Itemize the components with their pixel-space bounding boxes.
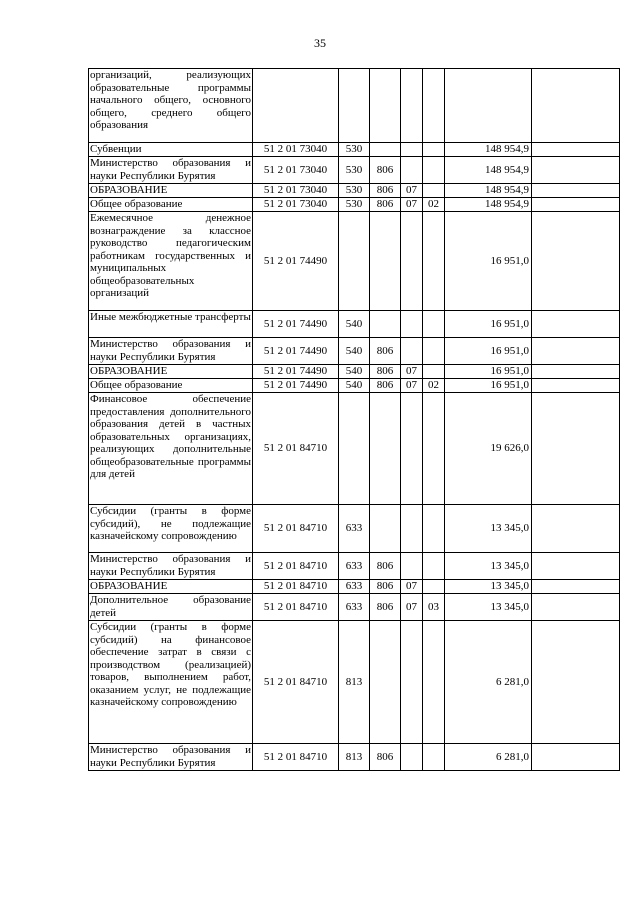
table-row — [89, 621, 620, 744]
cell-empty — [532, 311, 620, 338]
cell-sum: 19 626,0 — [445, 393, 532, 505]
table-row — [89, 553, 620, 580]
cell-pr — [423, 157, 445, 184]
table-row — [89, 505, 620, 553]
cell-grbs: 806 — [370, 365, 401, 379]
cell-csr: 51 2 01 73040 — [253, 184, 339, 198]
cell-sum: 16 951,0 — [445, 379, 532, 393]
cell-csr: 51 2 01 84710 — [253, 393, 339, 505]
cell-name: Министерство образования и науки Республики Бурятия — [90, 553, 251, 578]
cell-grbs: 806 — [370, 338, 401, 365]
cell-csr: 51 2 01 74490 — [253, 338, 339, 365]
table-row — [89, 69, 620, 143]
cell-name: Иные межбюджетные трансферты — [89, 311, 253, 338]
cell-rz — [401, 143, 423, 157]
cell-grbs: 806 — [370, 157, 401, 184]
cell-name: Дополнительное образование детей — [90, 594, 251, 619]
cell-grbs — [370, 393, 401, 505]
cell-vr: 540 — [339, 311, 370, 338]
cell-csr: 51 2 01 84710 — [253, 580, 339, 594]
cell-csr: 51 2 01 74490 — [253, 212, 339, 311]
cell-pr — [423, 212, 445, 311]
cell-csr: 51 2 01 74490 — [253, 379, 339, 393]
cell-rz: 07 — [401, 379, 423, 393]
cell-csr: 51 2 01 74490 — [253, 365, 339, 379]
cell-name: Общее образование — [89, 198, 253, 212]
cell-name: Министерство образования и науки Республики Бурятия — [90, 744, 251, 769]
cell-pr — [423, 744, 445, 771]
cell-csr: 51 2 01 84710 — [253, 621, 339, 744]
cell-pr — [423, 338, 445, 365]
cell-sum: 16 951,0 — [445, 338, 532, 365]
cell-vr: 540 — [339, 365, 370, 379]
cell-rz: 07 — [401, 594, 423, 621]
cell-pr: 03 — [423, 594, 445, 621]
cell-sum: 13 345,0 — [445, 580, 532, 594]
cell-empty — [532, 184, 620, 198]
cell-vr: 530 — [339, 198, 370, 212]
cell-csr: 51 2 01 84710 — [253, 744, 339, 771]
cell-csr: 51 2 01 74490 — [253, 311, 339, 338]
cell-name: Министерство образования и науки Республики Бурятия — [90, 338, 251, 363]
cell-rz: 07 — [401, 198, 423, 212]
cell-pr — [423, 505, 445, 553]
cell-vr: 813 — [339, 744, 370, 771]
cell-empty — [532, 621, 620, 744]
cell-sum: 13 345,0 — [445, 553, 532, 580]
cell-sum: 6 281,0 — [445, 621, 532, 744]
cell-name: ОБРАЗОВАНИЕ — [89, 184, 253, 198]
cell-empty — [532, 379, 620, 393]
cell-pr — [423, 311, 445, 338]
cell-grbs: 806 — [370, 184, 401, 198]
cell-vr: 540 — [339, 379, 370, 393]
cell-vr — [339, 69, 370, 143]
cell-vr: 633 — [339, 594, 370, 621]
table-row — [89, 594, 620, 621]
cell-name: Ежемесячное денежное вознаграждение за классное руководство педагогическим работникам государственных и муниципальных общеобразовательных организаций — [89, 212, 253, 311]
cell-empty — [532, 365, 620, 379]
cell-grbs — [370, 505, 401, 553]
cell-rz — [401, 621, 423, 744]
cell-rz — [401, 157, 423, 184]
cell-sum — [445, 69, 532, 143]
cell-pr — [423, 580, 445, 594]
cell-csr: 51 2 01 84710 — [253, 553, 339, 580]
page-number: 35 — [314, 36, 326, 50]
cell-vr: 530 — [339, 157, 370, 184]
cell-empty — [532, 198, 620, 212]
cell-csr: 51 2 01 73040 — [253, 198, 339, 212]
table-row — [89, 212, 620, 311]
cell-name: Министерство образования и науки Республики Бурятия — [90, 157, 251, 182]
cell-rz — [401, 744, 423, 771]
cell-empty — [532, 744, 620, 771]
cell-rz — [401, 69, 423, 143]
cell-vr: 633 — [339, 505, 370, 553]
cell-rz: 07 — [401, 184, 423, 198]
cell-sum: 148 954,9 — [445, 184, 532, 198]
cell-empty — [532, 553, 620, 580]
table-row — [89, 338, 620, 365]
table-row — [89, 379, 620, 393]
cell-sum: 16 951,0 — [445, 311, 532, 338]
cell-rz — [401, 505, 423, 553]
cell-vr: 633 — [339, 553, 370, 580]
cell-csr: 51 2 01 73040 — [253, 143, 339, 157]
cell-name: Субсидии (гранты в форме субсидий), не подлежащие казначейскому сопровождению — [89, 505, 253, 553]
cell-rz: 07 — [401, 365, 423, 379]
table-row — [89, 198, 620, 212]
cell-csr: 51 2 01 84710 — [253, 594, 339, 621]
cell-pr: 02 — [423, 198, 445, 212]
cell-sum: 13 345,0 — [445, 505, 532, 553]
cell-pr — [423, 69, 445, 143]
cell-csr: 51 2 01 84710 — [253, 505, 339, 553]
table-row — [89, 143, 620, 157]
cell-empty — [532, 157, 620, 184]
cell-empty — [532, 594, 620, 621]
cell-sum: 148 954,9 — [445, 198, 532, 212]
table-row — [89, 311, 620, 338]
cell-grbs: 806 — [370, 580, 401, 594]
cell-rz — [401, 212, 423, 311]
cell-sum: 148 954,9 — [445, 157, 532, 184]
cell-grbs — [370, 143, 401, 157]
cell-sum: 16 951,0 — [445, 365, 532, 379]
cell-name: Финансовое обеспечение предоставления дополнительного образования детей в частных образовательных организациях, реализующих дополнительные общеобразовательные программы для детей — [89, 393, 253, 505]
cell-vr: 530 — [339, 184, 370, 198]
cell-name: Общее образование — [89, 379, 253, 393]
table-row — [89, 744, 620, 771]
cell-empty — [532, 338, 620, 365]
cell-vr: 813 — [339, 621, 370, 744]
cell-vr — [339, 393, 370, 505]
cell-pr — [423, 365, 445, 379]
cell-name: организаций, реализующих образовательные программы начального общего, основного общего, среднего общего образования — [89, 69, 253, 143]
table-row — [89, 393, 620, 505]
cell-sum: 148 954,9 — [445, 143, 532, 157]
cell-grbs: 806 — [370, 594, 401, 621]
cell-name: ОБРАЗОВАНИЕ — [89, 365, 253, 379]
cell-pr — [423, 393, 445, 505]
cell-grbs — [370, 621, 401, 744]
cell-vr: 540 — [339, 338, 370, 365]
cell-sum: 16 951,0 — [445, 212, 532, 311]
cell-grbs: 806 — [370, 553, 401, 580]
cell-empty — [532, 580, 620, 594]
cell-empty — [532, 69, 620, 143]
cell-grbs — [370, 311, 401, 338]
cell-rz — [401, 393, 423, 505]
cell-csr: 51 2 01 73040 — [253, 157, 339, 184]
table-row — [89, 184, 620, 198]
cell-grbs — [370, 212, 401, 311]
cell-pr — [423, 184, 445, 198]
cell-csr — [253, 69, 339, 143]
cell-pr — [423, 143, 445, 157]
table-row — [89, 157, 620, 184]
cell-empty — [532, 505, 620, 553]
cell-name: Субвенции — [89, 143, 253, 157]
cell-grbs — [370, 69, 401, 143]
cell-rz — [401, 338, 423, 365]
cell-vr: 530 — [339, 143, 370, 157]
budget-table — [88, 68, 620, 771]
cell-vr: 633 — [339, 580, 370, 594]
cell-name: ОБРАЗОВАНИЕ — [89, 580, 253, 594]
cell-pr — [423, 553, 445, 580]
cell-pr — [423, 621, 445, 744]
cell-rz — [401, 553, 423, 580]
cell-grbs: 806 — [370, 198, 401, 212]
cell-grbs: 806 — [370, 379, 401, 393]
table-row — [89, 365, 620, 379]
cell-vr — [339, 212, 370, 311]
cell-rz — [401, 311, 423, 338]
cell-rz: 07 — [401, 580, 423, 594]
table-row — [89, 580, 620, 594]
cell-sum: 13 345,0 — [445, 594, 532, 621]
cell-name: Субсидии (гранты в форме субсидий) на финансовое обеспечение затрат в связи с производством (реализацией) товаров, выполнением работ, оказанием услуг, не подлежащие казначейскому сопровождению — [89, 621, 253, 744]
cell-grbs: 806 — [370, 744, 401, 771]
cell-sum: 6 281,0 — [445, 744, 532, 771]
cell-empty — [532, 393, 620, 505]
cell-empty — [532, 212, 620, 311]
cell-pr: 02 — [423, 379, 445, 393]
cell-empty — [532, 143, 620, 157]
